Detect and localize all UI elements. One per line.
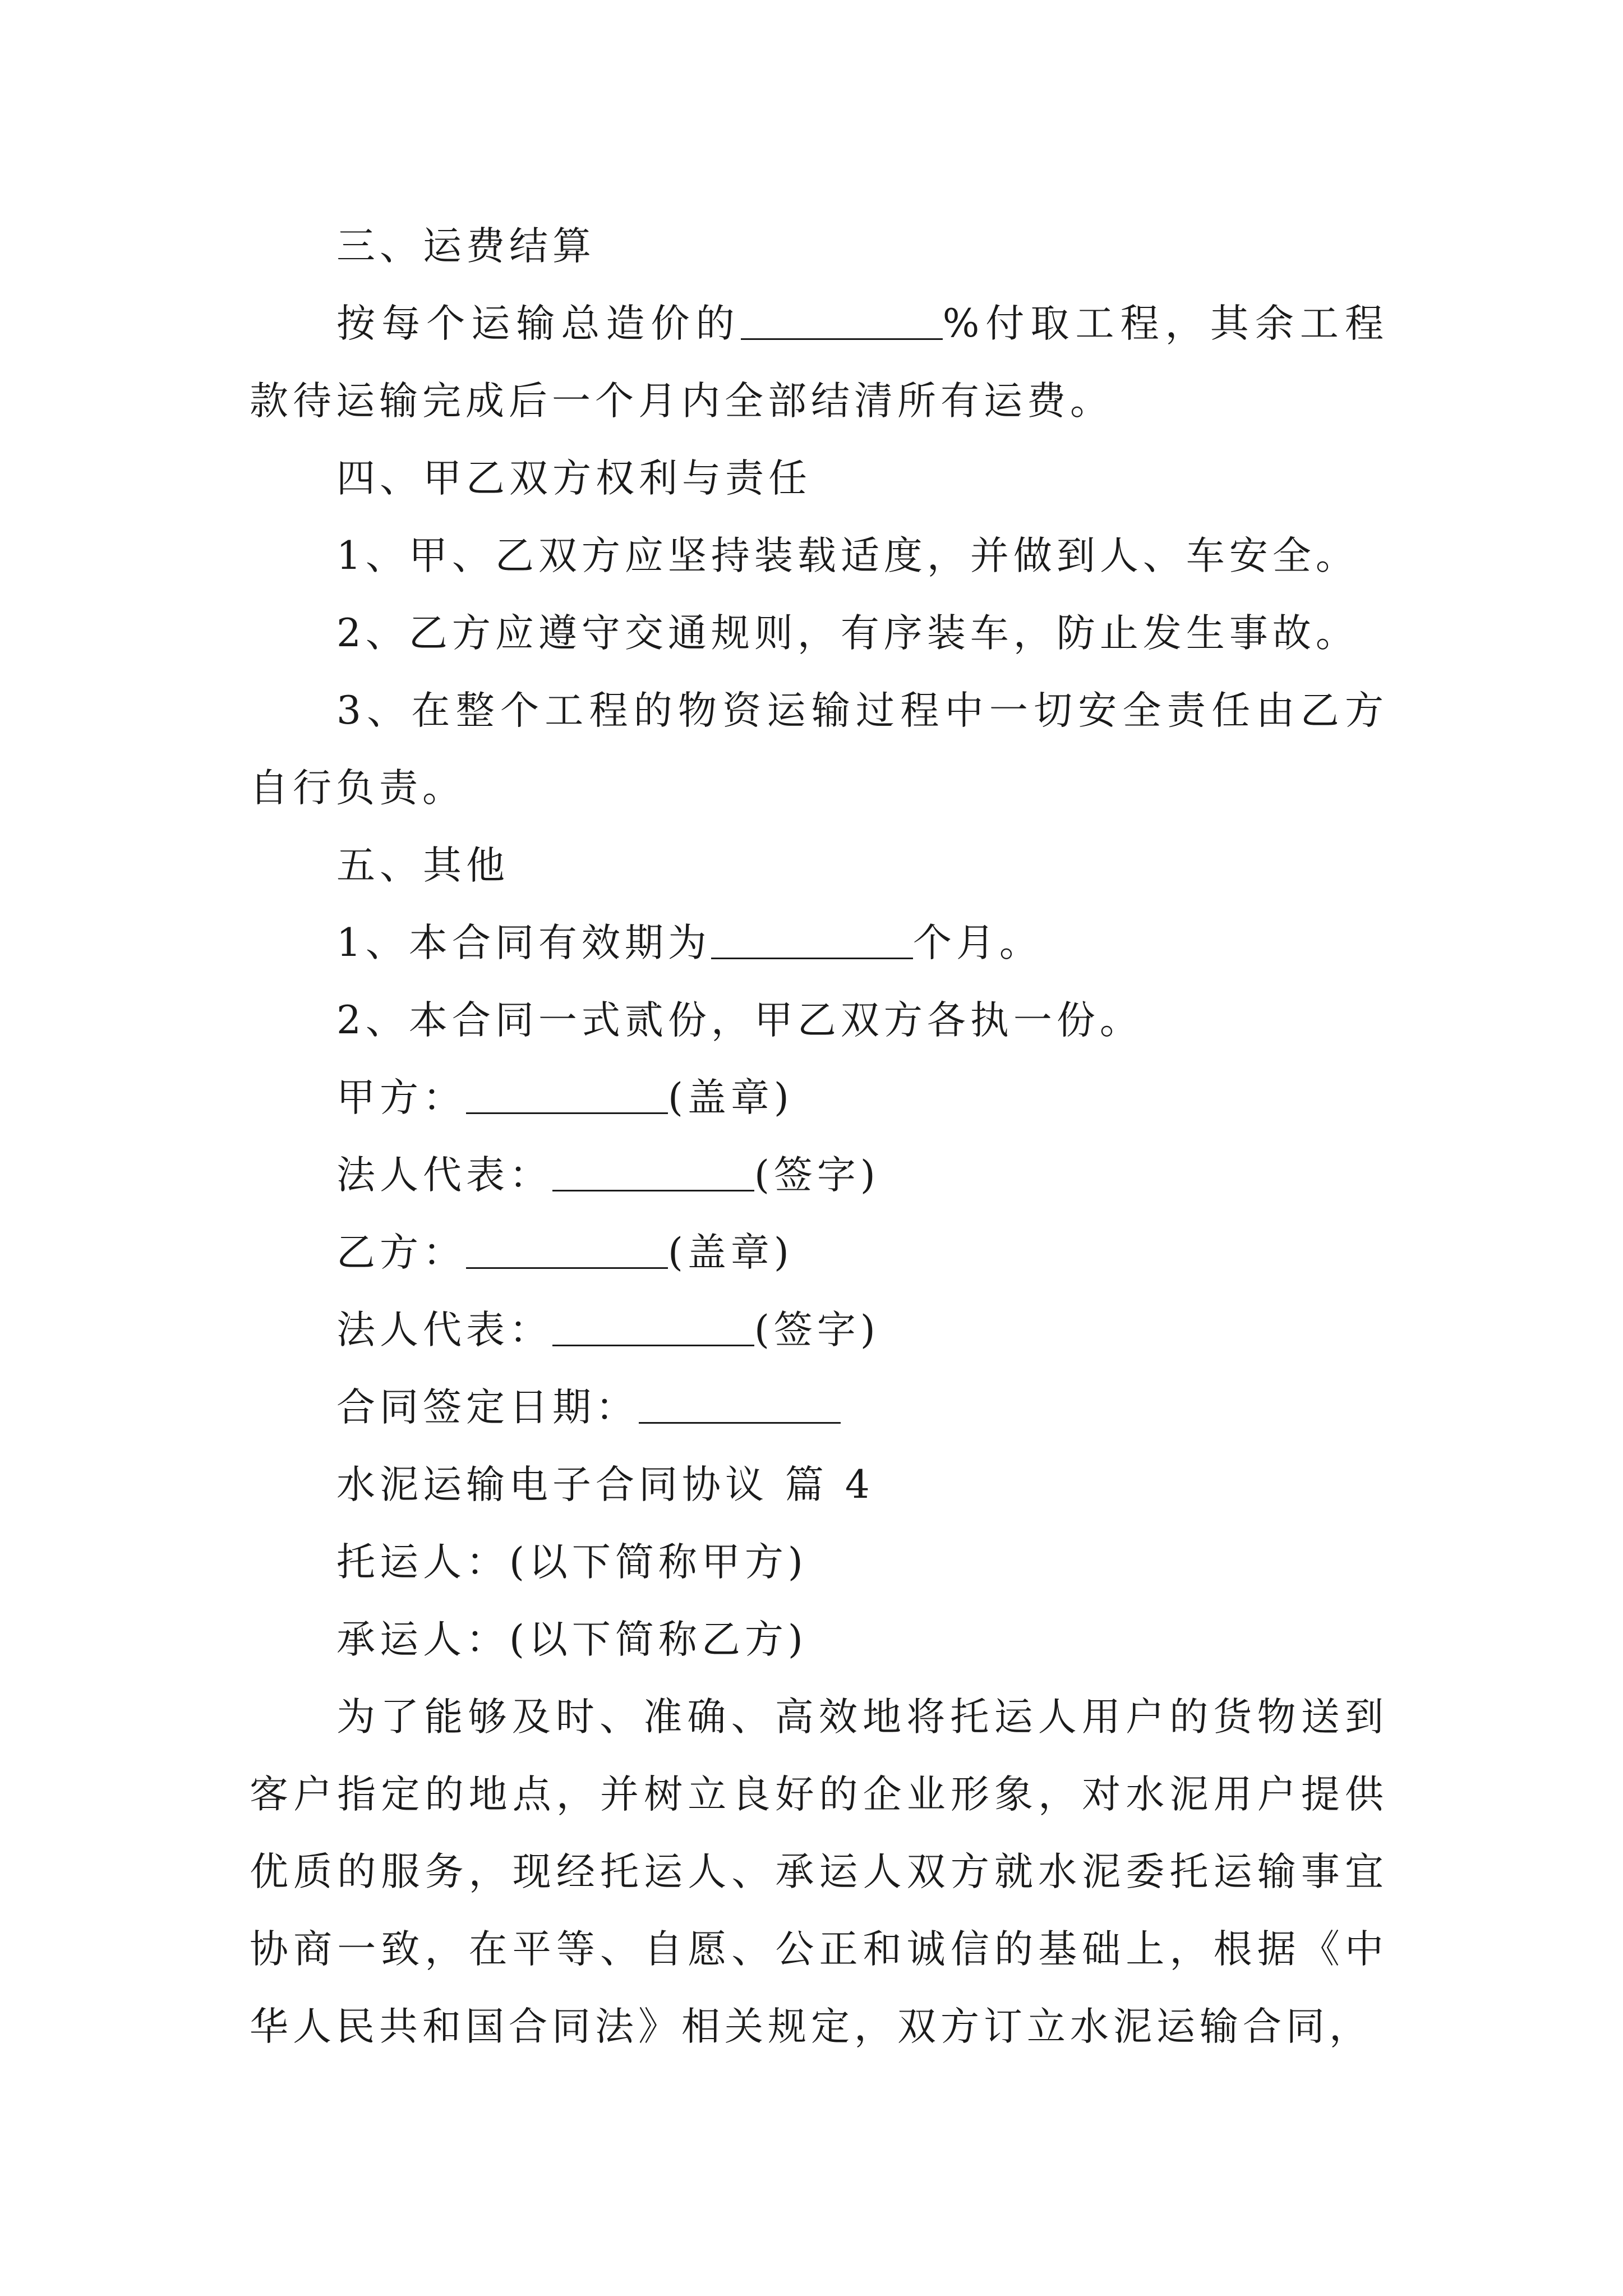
party-a-note: (盖章) xyxy=(668,1075,794,1120)
section5-item-2: 2、本合同一式贰份，甲乙双方各执一份。 xyxy=(336,998,1143,1043)
party-b-note: (盖章) xyxy=(668,1230,794,1275)
section4-heading: 四、甲乙双方权利与责任 xyxy=(336,456,811,501)
party-b-signature-line xyxy=(250,1214,1388,1291)
contract-4-intro-paragraph: 为了能够及时、准确、高效地将托运人用户的货物送到客户指定的地点，并树立良好的企业形象，对水泥用户提供优质的服务，现经托运人、承运人双方就水泥委托运输事宜协商一致，在平等、自愿、公正和诚信的基础上，根据《中华人民共和国合同法》相关规定，双方订立水泥运输合同， xyxy=(250,1695,1388,2049)
signing-date-line xyxy=(250,1369,1388,1446)
section5-heading: 五、其他 xyxy=(336,843,509,888)
payment-text-suffix: %付取工程，其余工程款待运输完成后一个月内全部结清所有运费。 xyxy=(250,301,1388,424)
section5-item-1 xyxy=(250,904,1388,982)
validity-text-suffix: 个月。 xyxy=(912,921,1043,965)
document-page xyxy=(250,208,1388,2065)
validity-months-blank[interactable] xyxy=(711,955,913,956)
validity-text-prefix: 1、本合同有效期为 xyxy=(336,921,711,965)
payment-percent-blank[interactable] xyxy=(741,336,943,337)
payment-text-prefix: 按每个运输总造价的 xyxy=(336,301,741,346)
rep-b-signature-line xyxy=(250,1291,1388,1369)
party-a-signature-line xyxy=(250,1059,1388,1137)
carrier-line: 承运人：(以下简称乙方) xyxy=(336,1617,808,1662)
rep-b-label: 法人代表： xyxy=(336,1308,552,1352)
rep-a-signature-line xyxy=(250,1137,1388,1214)
section4-item-3: 3、在整个工程的物资运输过程中一切安全责任由乙方自行负责。 xyxy=(250,688,1388,811)
party-b-label: 乙方： xyxy=(336,1230,466,1275)
rep-b-blank[interactable] xyxy=(552,1342,754,1343)
party-b-blank[interactable] xyxy=(466,1265,668,1266)
section3-heading: 三、运费结算 xyxy=(336,224,596,269)
signing-date-label: 合同签定日期： xyxy=(336,1385,639,1430)
section4-item-1: 1、甲、乙双方应坚持装载适度，并做到人、车安全。 xyxy=(336,533,1359,578)
rep-b-note: (签字) xyxy=(754,1308,880,1352)
party-a-blank[interactable] xyxy=(466,1110,668,1111)
contract-4-title: 水泥运输电子合同协议 篇 4 xyxy=(336,1462,874,1507)
section4-item-2: 2、乙方应遵守交通规则，有序装车，防止发生事故。 xyxy=(336,611,1359,656)
shipper-line: 托运人：(以下简称甲方) xyxy=(336,1540,808,1585)
section3-payment-paragraph xyxy=(250,285,1388,440)
rep-a-note: (签字) xyxy=(754,1153,880,1198)
party-a-label: 甲方： xyxy=(336,1075,466,1120)
rep-a-label: 法人代表： xyxy=(336,1153,552,1198)
